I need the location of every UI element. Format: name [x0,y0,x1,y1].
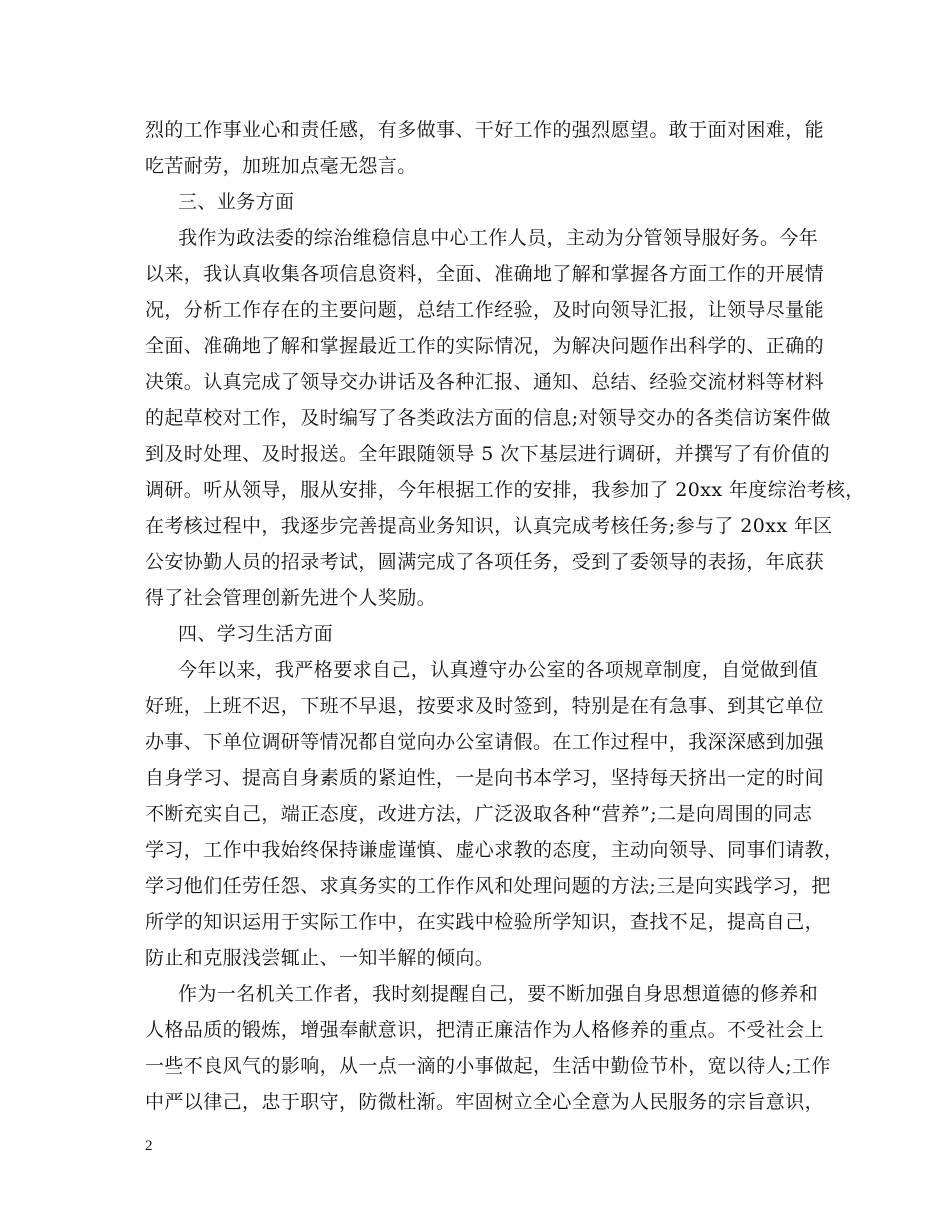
text-line: 决策。认真完成了领导交办讲话及各种汇报、通知、总结、经验交流材料等材料 [145,371,825,393]
text-line: 人格品质的锻炼，增强奉献意识，把清正廉洁作为人格修养的重点。不受社会上 [145,1019,825,1041]
text-line: 办事、下单位调研等情况都自觉向办公室请假。在工作过程中，我深深感到加强 [145,731,825,753]
text-line: 况，分析工作存在的主要问题，总结工作经验，及时向领导汇报，让领导尽量能 [145,299,825,321]
text-line: 的起草校对工作，及时编写了各类政法方面的信息;对领导交办的各类信访案件做 [145,407,831,429]
section-heading: 三、业务方面 [178,191,295,213]
text-line: 烈的工作事业心和责任感，有多做事、干好工作的强烈愿望。敢于面对困难，能 [145,119,825,141]
text-line: 公安协勤人员的招录考试，圆满完成了各项任务，受到了委领导的表扬，年底获 [145,551,825,573]
text-line: 好班，上班不迟，下班不早退，按要求及时签到，特别是在有急事、到其它单位 [145,695,825,717]
text-line: 学习他们任劳任怨、求真务实的工作作风和处理问题的方法;三是向实践学习，把 [145,875,831,897]
text-line: 全面、准确地了解和掌握最近工作的实际情况，为解决问题作出科学的、正确的 [145,335,825,357]
text-line: 防止和克服浅尝辄止、一知半解的倾向。 [145,947,495,969]
text-line: 所学的知识运用于实际工作中，在实践中检验所学知识，查找不足，提高自己， [145,911,825,933]
text-line: 中严以律己，忠于职守，防微杜渐。牢固树立全心全意为人民服务的宗旨意识， [145,1091,825,1113]
text-line: 我作为政法委的综治维稳信息中心工作人员，主动为分管领导服好务。今年 [178,227,819,249]
text-line: 在考核过程中，我逐步完善提高业务知识，认真完成考核任务;参与了 20xx 年区 [145,515,833,537]
text-line: 得了社会管理创新先进个人奖励。 [145,587,437,609]
section-heading: 四、学习生活方面 [178,623,334,645]
text-line: 吃苦耐劳，加班加点毫无怨言。 [145,155,417,177]
text-line: 学习，工作中我始终保持谦虚谨慎、虚心求教的态度，主动向领导、同事们请教， [145,839,844,861]
text-line: 今年以来，我严格要求自己，认真遵守办公室的各项规章制度，自觉做到值 [178,659,819,681]
page-number: 2 [145,1138,153,1154]
text-line: 自身学习、提高自身素质的紧迫性，一是向书本学习，坚持每天挤出一定的时间 [145,767,825,789]
text-line: 以来，我认真收集各项信息资料，全面、准确地了解和掌握各方面工作的开展情 [145,263,825,285]
text-line: 作为一名机关工作者，我时刻提醒自己，要不断加强自身思想道德的修养和 [178,983,819,1005]
text-line: 调研。听从领导，服从安排，今年根据工作的安排，我参加了 20xx 年度综治考核， [145,479,865,501]
text-line: 到及时处理、及时报送。全年跟随领导 5 次下基层进行调研，并撰写了有价值的 [145,443,830,465]
text-line: 不断充实自己，端正态度，改进方法，广泛汲取各种“营养”;二是向周围的同志 [145,803,813,825]
text-line: 一些不良风气的影响，从一点一滴的小事做起，生活中勤俭节朴，宽以待人;工作 [145,1055,831,1077]
